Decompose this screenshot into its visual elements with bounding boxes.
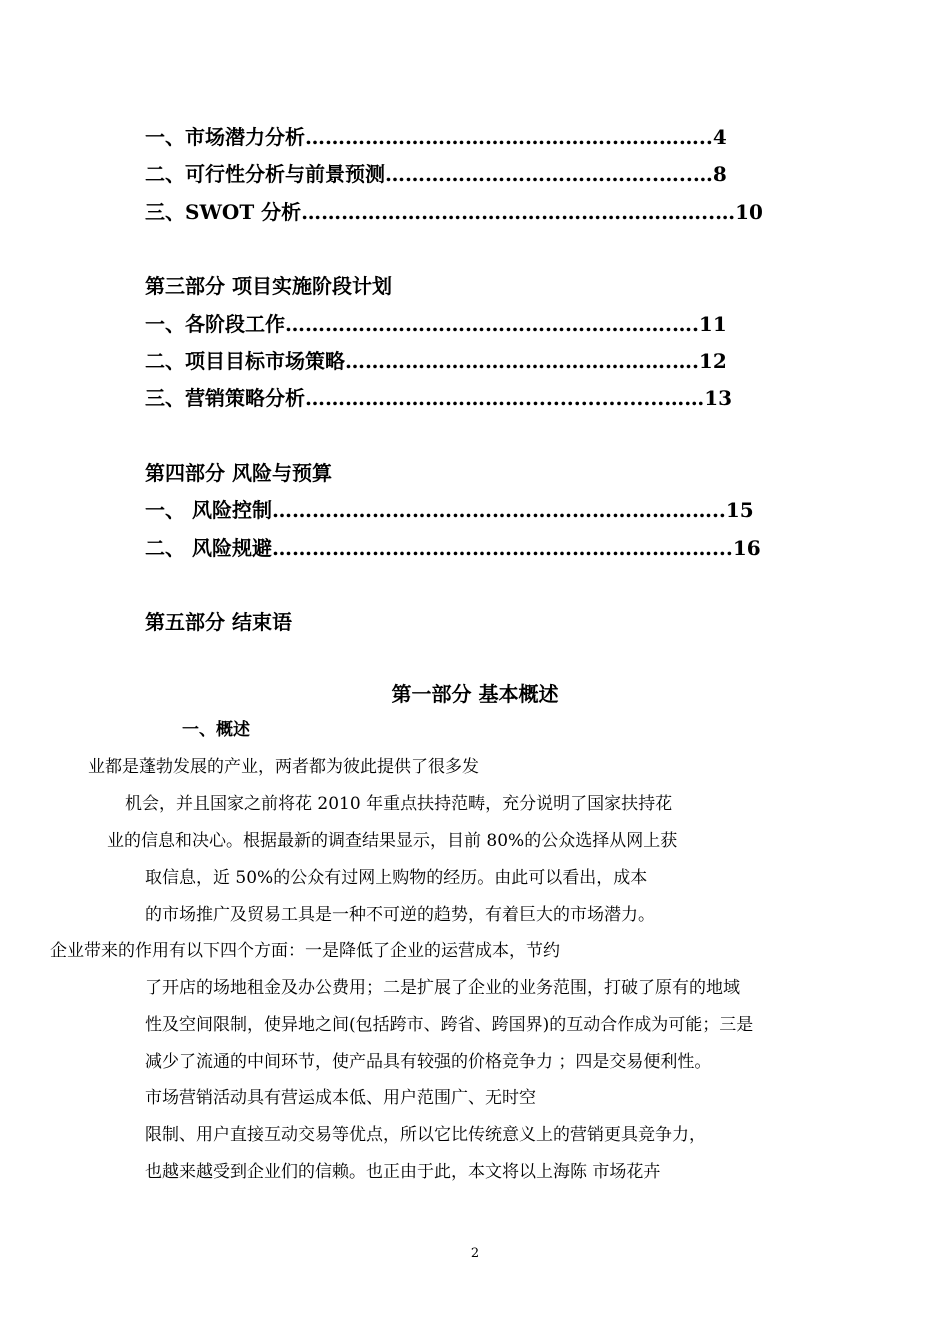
toc-item-swot: 三、SWOT 分析……………………………………………………..…10 [145,200,763,224]
page-number: 2 [470,1246,480,1261]
body-line: 了开店的场地租金及办公费用；二是扩展了企业的业务范围，打破了原有的地域 [145,978,740,998]
body-line: 限制、用户直接互动交易等优点，所以它比传统意义上的营销更具竞争力， [145,1125,706,1145]
body-line: 取信息，近 50%的公众有过网上购物的经历。由此可以看出，成本 [145,868,648,888]
toc-part5-heading: 第五部分 结束语 [145,610,292,634]
body-line: 企业带来的作用有以下四个方面：一是降低了企业的运营成本，节约 [50,941,560,961]
body-line: 减少了流通的中间环节，使产品具有较强的价格竞争力 ；四是交易便利性。 [145,1052,712,1072]
section-title: 第一部分 基本概述 [391,682,559,706]
toc-item-risk-control: 一、 风险控制…………………………………………………………..15 [145,498,754,522]
toc-item-stage-work: 一、各阶段工作………………………………………………….….11 [145,312,727,336]
body-line: 市场营销活动具有营运成本低、用户范围广、无时空 [145,1088,536,1108]
body-line: 业都是蓬勃发展的产业，两者都为彼此提供了很多发 [88,757,479,777]
body-line: 的市场推广及贸易工具是一种不可逆的趋势，有着巨大的市场潜力。 [145,905,655,925]
toc-item-feasibility: 二、可行性分析与前景预测…………………………………..…..…8 [145,162,727,186]
toc-item-target-market: 二、项目目标市场策略………………………………………….….12 [145,349,727,373]
toc-item-risk-avoidance: 二、 风险规避…………………………………………………………...16 [145,536,761,560]
body-line: 性及空间限制，使异地之间(包括跨市、跨省、跨国界)的互动合作成为可能；三是 [145,1015,754,1035]
toc-item-market-potential: 一、市场潜力分析………………………………………..…………..4 [145,125,727,149]
body-line: 业的信息和决心。根据最新的调查结果显示，目前 80%的公众选择从网上获 [107,831,678,851]
toc-part3-heading: 第三部分 项目实施阶段计划 [145,274,392,298]
body-line: 机会，并且国家之前将花 2010 年重点扶持范畴，充分说明了国家扶持花 [125,794,673,814]
section-subheading: 一、概述 [182,720,250,740]
toc-item-marketing-strategy: 三、营销策略分析……………………………....................……13 [145,386,733,410]
toc-part4-heading: 第四部分 风险与预算 [145,461,332,485]
body-line: 也越来越受到企业们的信赖。也正由于此，本文将以上海陈 市场花卉 [145,1162,661,1182]
